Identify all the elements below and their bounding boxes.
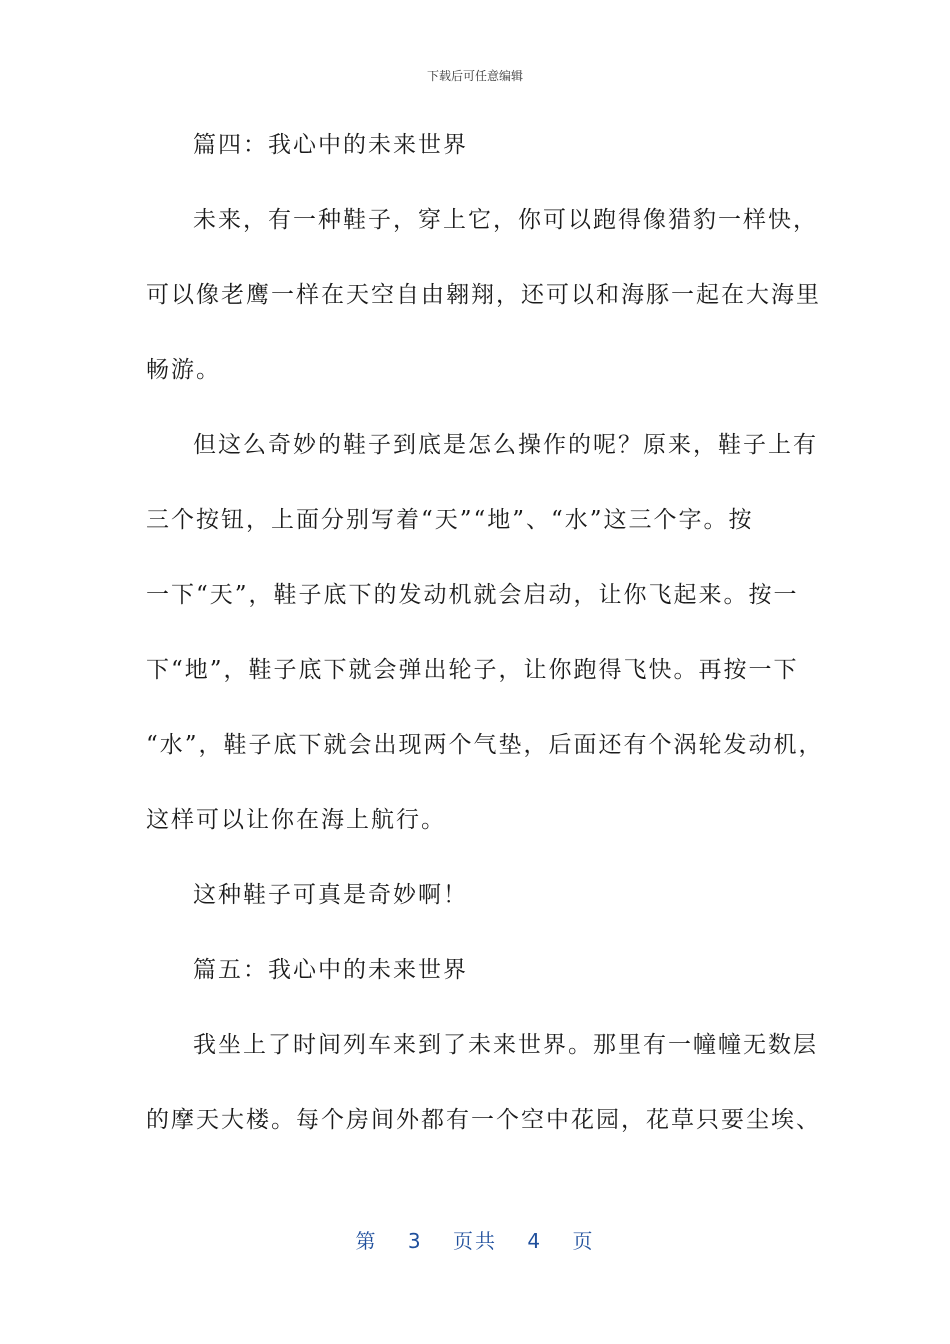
paragraph-line: 畅游。 bbox=[146, 357, 221, 383]
paragraph-line: 可以像老鹰一样在天空自由翱翔，还可以和海豚一起在大海里 bbox=[146, 282, 821, 308]
paragraph-line: 下“地”，鞋子底下就会弹出轮子，让你跑得飞快。再按一下 bbox=[146, 657, 799, 683]
paragraph-line: 三个按钮，上面分别写着“天”“地”、“水”这三个字。按 bbox=[146, 507, 754, 533]
paragraph-line: 但这么奇妙的鞋子到底是怎么操作的呢？原来，鞋子上有 bbox=[193, 432, 818, 458]
paragraph-line: “水”，鞋子底下就会出现两个气垫，后面还有个涡轮发动机， bbox=[146, 732, 824, 758]
paragraph-line: 我坐上了时间列车来到了未来世界。那里有一幢幢无数层 bbox=[193, 1032, 818, 1058]
section-heading: 篇五：我心中的未来世界 bbox=[193, 957, 468, 983]
paragraph-line: 的摩天大楼。每个房间外都有一个空中花园，花草只要尘埃、 bbox=[146, 1107, 821, 1133]
total-pages-number: 4 bbox=[527, 1229, 543, 1253]
section-heading: 篇四：我心中的未来世界 bbox=[193, 132, 468, 158]
footer-middle: 页共 bbox=[453, 1229, 497, 1253]
footer-suffix: 页 bbox=[572, 1229, 595, 1253]
paragraph-line: 未来，有一种鞋子，穿上它，你可以跑得像猎豹一样快， bbox=[193, 207, 818, 233]
paragraph-line: 这样可以让你在海上航行。 bbox=[146, 807, 446, 833]
page-footer bbox=[0, 1225, 950, 1254]
current-page-number: 3 bbox=[407, 1229, 423, 1253]
footer-prefix: 第 bbox=[355, 1229, 378, 1253]
paragraph-line: 这种鞋子可真是奇妙啊！ bbox=[193, 882, 468, 908]
paragraph-line: 一下“天”，鞋子底下的发动机就会启动，让你飞起来。按一 bbox=[146, 582, 799, 608]
page-header: 下载后可任意编辑 bbox=[426, 69, 523, 83]
